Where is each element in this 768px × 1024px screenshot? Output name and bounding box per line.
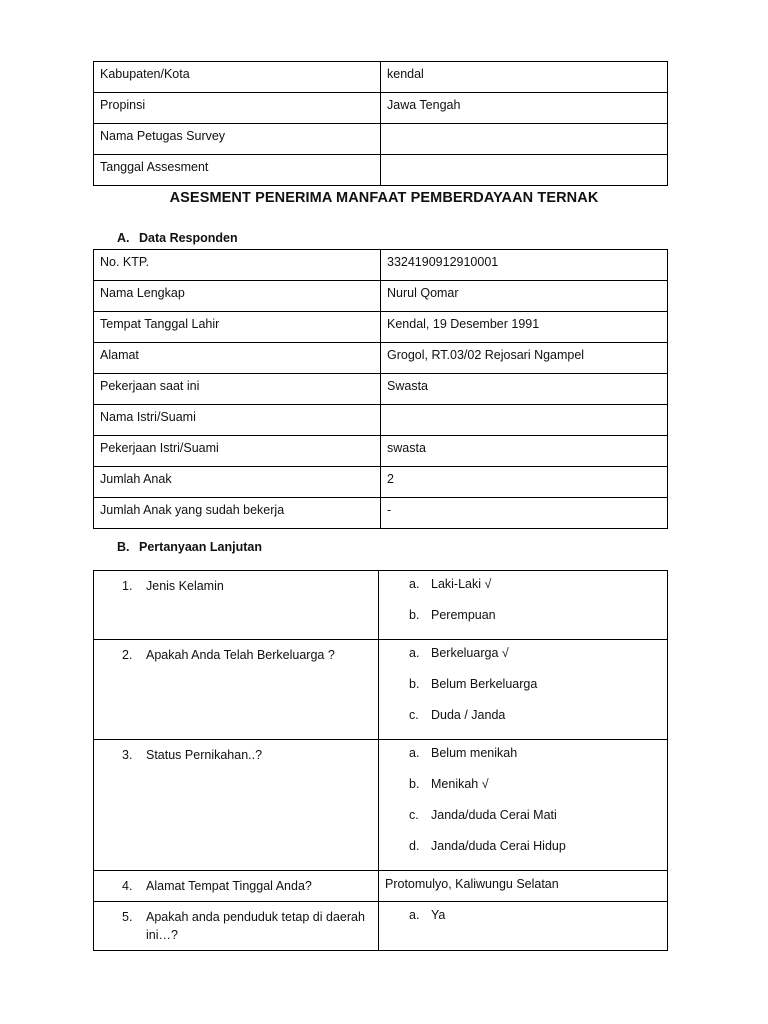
option-item xyxy=(379,808,667,839)
option-letter: c. xyxy=(409,808,419,822)
label-cell xyxy=(94,155,381,186)
table-row xyxy=(94,640,668,740)
table-row xyxy=(94,343,668,374)
question-text: Jenis Kelamin xyxy=(146,579,224,593)
alamat-label: Alamat xyxy=(100,348,139,362)
label-cell xyxy=(94,374,381,405)
option-list xyxy=(379,640,667,739)
option-text: Belum Berkeluarga xyxy=(431,677,538,691)
option-text: Laki-Laki √ xyxy=(431,577,492,591)
answer-cell xyxy=(379,740,668,871)
ktp-value: 3324190912910001 xyxy=(387,255,499,269)
section-b-heading xyxy=(117,540,262,554)
value-cell xyxy=(381,62,668,93)
value-cell xyxy=(381,436,668,467)
table-row xyxy=(94,62,668,93)
table-row xyxy=(94,312,668,343)
question-text: Status Pernikahan..? xyxy=(146,748,263,762)
option-item xyxy=(379,746,667,777)
pasangan-label: Nama Istri/Suami xyxy=(100,410,196,424)
tanggal-value xyxy=(381,155,667,160)
value-cell xyxy=(381,93,668,124)
table-row xyxy=(94,93,668,124)
question-text: Apakah anda penduduk tetap di daerah ini…? xyxy=(146,910,365,942)
label-cell xyxy=(94,498,381,529)
section-b-title: Pertanyaan Lanjutan xyxy=(139,540,262,554)
question-cell xyxy=(94,902,379,951)
question xyxy=(94,740,378,764)
pekerjaan-label: Pekerjaan saat ini xyxy=(100,379,200,393)
option-text: Ya xyxy=(431,908,446,922)
value-cell xyxy=(381,374,668,405)
option-item xyxy=(379,777,667,808)
option-letter: b. xyxy=(409,677,420,691)
header-info-table xyxy=(93,61,668,186)
nama-value: Nurul Qomar xyxy=(387,286,459,300)
option-text: Duda / Janda xyxy=(431,708,506,722)
option-item xyxy=(379,608,667,639)
answer-cell xyxy=(379,640,668,740)
option-item xyxy=(379,839,667,870)
table-row xyxy=(94,374,668,405)
label-cell xyxy=(94,405,381,436)
petugas-value xyxy=(381,124,667,129)
propinsi-value: Jawa Tengah xyxy=(387,98,461,112)
table-row xyxy=(94,124,668,155)
question xyxy=(94,571,378,595)
option-item xyxy=(379,677,667,708)
nama-label: Nama Lengkap xyxy=(100,286,185,300)
table-row xyxy=(94,571,668,640)
question xyxy=(94,902,378,944)
question-cell xyxy=(94,871,379,902)
question-text: Alamat Tempat Tinggal Anda? xyxy=(146,879,312,893)
value-cell xyxy=(381,498,668,529)
option-item xyxy=(379,708,667,739)
section-a-heading xyxy=(117,231,238,245)
respondent-table xyxy=(93,249,668,529)
anak-bekerja-label: Jumlah Anak yang sudah bekerja xyxy=(100,503,285,517)
question xyxy=(94,640,378,664)
table-row xyxy=(94,436,668,467)
value-cell xyxy=(381,124,668,155)
jumlah-anak-label: Jumlah Anak xyxy=(100,472,172,486)
option-item xyxy=(379,646,667,677)
table-row xyxy=(94,498,668,529)
table-row xyxy=(94,281,668,312)
address-answer: Protomulyo, Kaliwungu Selatan xyxy=(385,877,559,891)
question-number: 1. xyxy=(122,579,133,593)
option-text: Belum menikah xyxy=(431,746,518,760)
section-b-number: B. xyxy=(117,540,130,554)
kabupaten-label: Kabupaten/Kota xyxy=(100,67,190,81)
table-row xyxy=(94,155,668,186)
label-cell xyxy=(94,343,381,374)
question-cell xyxy=(94,571,379,640)
option-letter: c. xyxy=(409,708,419,722)
pekerjaan-pasangan-value: swasta xyxy=(387,441,426,455)
ttl-value: Kendal, 19 Desember 1991 xyxy=(387,317,540,331)
option-list xyxy=(379,571,667,639)
option-letter: b. xyxy=(409,608,420,622)
question-number: 2. xyxy=(122,648,133,662)
option-text: Janda/duda Cerai Mati xyxy=(431,808,557,822)
value-cell xyxy=(381,312,668,343)
question-text: Apakah Anda Telah Berkeluarga ? xyxy=(146,648,335,662)
option-list xyxy=(379,902,667,939)
propinsi-label: Propinsi xyxy=(100,98,146,112)
ktp-label: No. KTP. xyxy=(100,255,150,269)
table-row xyxy=(94,405,668,436)
label-cell xyxy=(94,124,381,155)
label-cell xyxy=(94,312,381,343)
table-row xyxy=(94,740,668,871)
questions-table xyxy=(93,570,668,951)
option-item xyxy=(379,577,667,608)
jumlah-anak-value: 2 xyxy=(387,472,394,486)
option-item xyxy=(379,908,667,939)
question-number: 3. xyxy=(122,748,133,762)
table-row xyxy=(94,250,668,281)
option-letter: a. xyxy=(409,577,420,591)
value-cell xyxy=(381,155,668,186)
anak-bekerja-value: - xyxy=(387,503,392,517)
value-cell xyxy=(381,250,668,281)
answer-cell xyxy=(379,871,668,902)
question-cell xyxy=(94,640,379,740)
option-text: Berkeluarga √ xyxy=(431,646,509,660)
option-list xyxy=(379,740,667,870)
option-letter: a. xyxy=(409,646,420,660)
question xyxy=(94,871,378,895)
table-row xyxy=(94,902,668,951)
pasangan-value xyxy=(381,405,667,410)
tanggal-label: Tanggal Assesment xyxy=(100,160,209,174)
option-text: Perempuan xyxy=(431,608,496,622)
option-text: Janda/duda Cerai Hidup xyxy=(431,839,566,853)
question-number: 5. xyxy=(122,910,133,924)
value-cell xyxy=(381,343,668,374)
petugas-label: Nama Petugas Survey xyxy=(100,129,226,143)
document-title: ASESMENT PENERIMA MANFAAT PEMBERDAYAAN TERNAK xyxy=(169,190,599,206)
table-row xyxy=(94,467,668,498)
label-cell xyxy=(94,62,381,93)
option-text: Menikah √ xyxy=(431,777,489,791)
pekerjaan-pasangan-label: Pekerjaan Istri/Suami xyxy=(100,441,219,455)
option-letter: a. xyxy=(409,908,420,922)
ttl-label: Tempat Tanggal Lahir xyxy=(100,317,220,331)
label-cell xyxy=(94,281,381,312)
section-a-number: A. xyxy=(117,231,130,245)
table-row xyxy=(94,871,668,902)
value-cell xyxy=(381,405,668,436)
question-cell xyxy=(94,740,379,871)
value-cell xyxy=(381,281,668,312)
answer-cell xyxy=(379,571,668,640)
label-cell xyxy=(94,436,381,467)
section-a-title: Data Responden xyxy=(139,231,238,245)
label-cell xyxy=(94,250,381,281)
label-cell xyxy=(94,467,381,498)
option-letter: d. xyxy=(409,839,420,853)
kabupaten-value: kendal xyxy=(387,67,424,81)
value-cell xyxy=(381,467,668,498)
alamat-value: Grogol, RT.03/02 Rejosari Ngampel xyxy=(387,348,585,362)
label-cell xyxy=(94,93,381,124)
answer-cell xyxy=(379,902,668,951)
option-letter: b. xyxy=(409,777,420,791)
option-letter: a. xyxy=(409,746,420,760)
pekerjaan-value: Swasta xyxy=(387,379,428,393)
question-number: 4. xyxy=(122,879,133,893)
